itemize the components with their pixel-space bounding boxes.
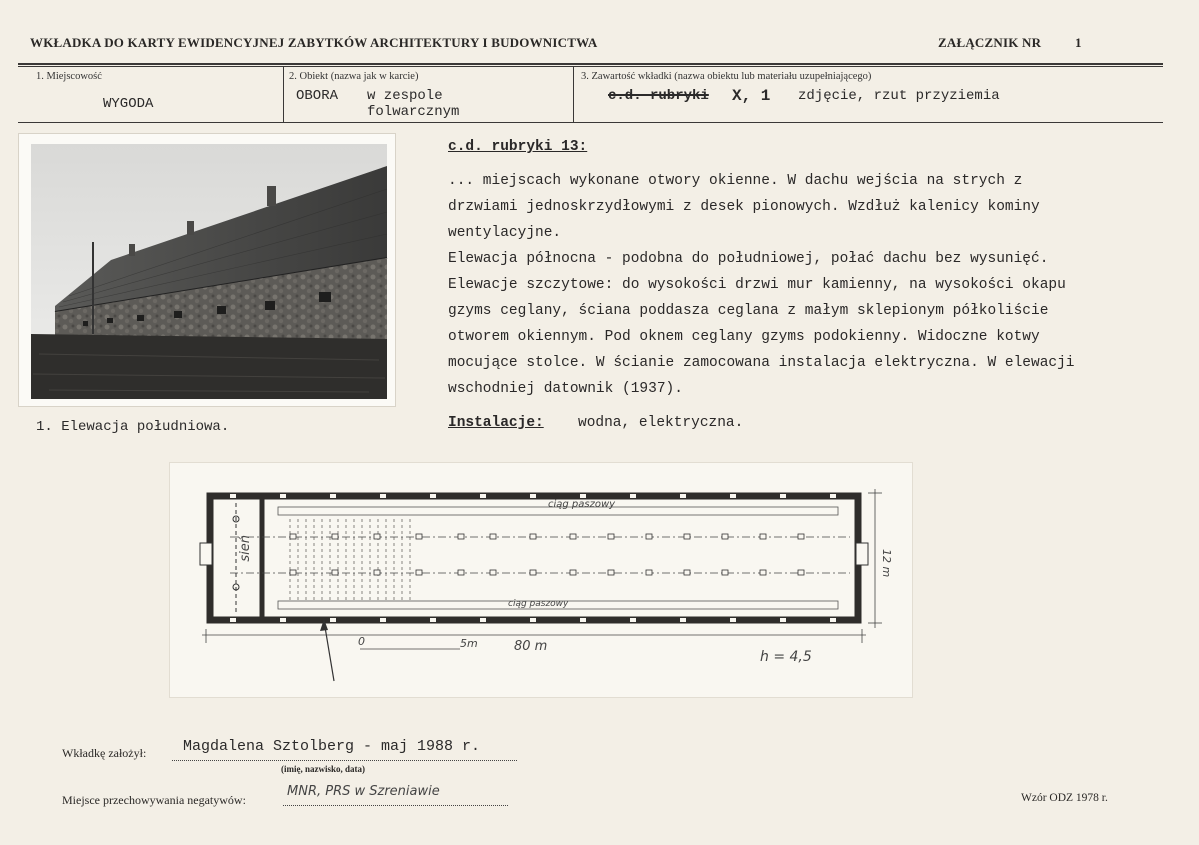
content-label: 3. Zawartość wkładki (nazwa obiektu lub materiału uzupełniającego)	[581, 71, 872, 82]
installations-label: Instalacje:	[448, 415, 544, 431]
author-dotted-line	[172, 760, 517, 762]
object-label: 2. Obiekt (nazwa jak w karcie)	[289, 71, 419, 82]
plan-scale-five: 5m	[460, 637, 478, 650]
text-line-2: drzwiami jednoskrzydłowymi z desek pionowych. Wzdłuż kalenicy kominy	[448, 199, 1040, 215]
section-heading: c.d. rubryki 13:	[448, 139, 588, 155]
content-mark: X, 1	[732, 87, 771, 105]
plan-scale-zero: 0	[358, 635, 365, 648]
text-line-9: wschodniej datownik (1937).	[448, 381, 683, 397]
installations-value: wodna, elektryczna.	[578, 415, 744, 431]
content-struck-text: c.d. rubryki	[608, 88, 709, 104]
photo-caption: 1. Elewacja południowa.	[36, 419, 230, 435]
header-rule-bottom	[18, 122, 1163, 123]
plan-label-sien: sień	[238, 535, 253, 562]
plan-width: 12 m	[880, 549, 893, 578]
object-value-line3: folwarcznym	[367, 104, 460, 120]
place-value: WYGODA	[103, 96, 154, 112]
author-value: Magdalena Sztolberg - maj 1988 r.	[183, 738, 481, 755]
header-rule-top	[18, 63, 1163, 65]
plan-label-top: ciąg paszowy	[548, 499, 616, 510]
form-title: WKŁADKA DO KARTY EWIDENCYJNEJ ZABYTKÓW ARCHITEKTURY I BUDOWNICTWA	[30, 35, 598, 50]
floor-plan-sheet	[170, 463, 912, 697]
plan-height: h = 4,5	[760, 649, 812, 665]
attachment-number: 1	[1075, 35, 1082, 50]
storage-value: MNR, PRS w Szreniawie	[287, 784, 440, 799]
storage-dotted-line	[283, 805, 508, 807]
text-line-5: Elewacje szczytowe: do wysokości drzwi mur kamienny, na wysokości okapu	[448, 277, 1066, 293]
plan-label-bottom: ciąg paszowy	[508, 599, 569, 609]
content-value: zdjęcie, rzut przyziemia	[798, 88, 1000, 104]
object-value-line2: w zespole	[367, 88, 443, 104]
form-version: Wzór ODZ 1978 r.	[1021, 792, 1108, 804]
place-label: 1. Miejscowość	[36, 71, 102, 82]
object-value-name: OBORA	[296, 88, 339, 104]
text-line-3: wentylacyjne.	[448, 225, 562, 241]
attachment-label: ZAŁĄCZNIK NR	[938, 35, 1042, 50]
author-hint: (imię, nazwisko, data)	[281, 764, 365, 774]
text-line-1: ... miejscach wykonane otwory okienne. W dachu wejścia na strych z	[448, 173, 1023, 189]
text-line-6: gzyms ceglany, ściana poddasza ceglana z małym sklepionym półkoliście	[448, 303, 1049, 319]
plan-length: 80 m	[514, 639, 548, 654]
text-line-8: mocujące stolce. W ścianie zamocowana instalacja elektryczna. W elewacji	[448, 355, 1075, 371]
field-divider-2	[573, 66, 574, 122]
photo-frame	[19, 134, 395, 406]
author-label: Wkładkę założył:	[62, 746, 147, 760]
barn-photo	[19, 134, 395, 406]
storage-label: Miejsce przechowywania negatywów:	[62, 793, 246, 807]
text-line-4: Elewacja północna - podobna do południowej, połać dachu bez wysunięć.	[448, 251, 1049, 267]
field-divider-1	[283, 66, 284, 122]
text-line-7: otworem okiennym. Pod oknem ceglany gzyms podokienny. Widoczne kotwy	[448, 329, 1040, 345]
header-rule-top-2	[18, 66, 1163, 67]
